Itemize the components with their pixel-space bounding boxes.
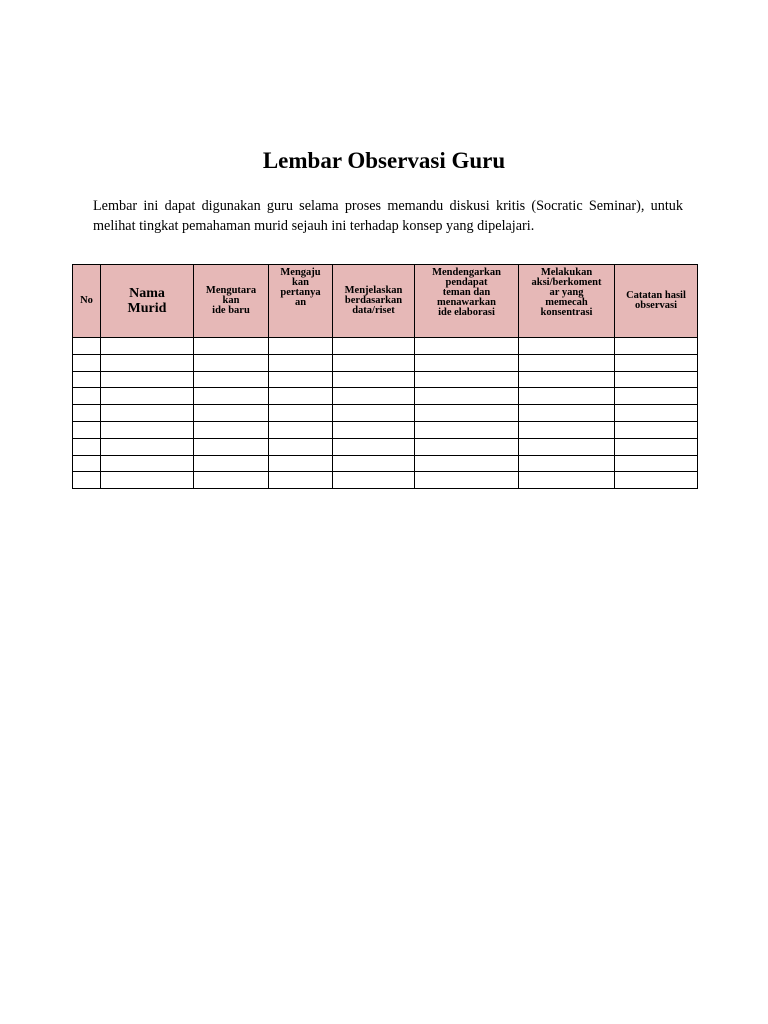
table-cell: [615, 472, 698, 489]
table-cell: [73, 371, 101, 388]
table-cell: [101, 388, 194, 405]
table-cell: [73, 438, 101, 455]
table-cell: [415, 388, 519, 405]
table-cell: [415, 455, 519, 472]
table-cell: [615, 455, 698, 472]
table-cell: [101, 354, 194, 371]
table-cell: [73, 421, 101, 438]
table-cell: [194, 354, 269, 371]
table-cell: [333, 455, 415, 472]
table-cell: [519, 421, 615, 438]
table-row: [73, 455, 698, 472]
table-cell: [519, 455, 615, 472]
table-cell: [415, 354, 519, 371]
table-row: [73, 405, 698, 422]
table-cell: [269, 388, 333, 405]
table-cell: [333, 421, 415, 438]
table-cell: [519, 371, 615, 388]
table-cell: [73, 405, 101, 422]
table-row: [73, 354, 698, 371]
table-cell: [101, 338, 194, 355]
table-cell: [194, 438, 269, 455]
table-cell: [415, 405, 519, 422]
table-row: [73, 421, 698, 438]
header-catatan: Catatan hasil observasi: [615, 265, 698, 338]
table-cell: [73, 472, 101, 489]
table-cell: [333, 338, 415, 355]
page-title: Lembar Observasi Guru: [262, 148, 506, 173]
table-cell: [194, 455, 269, 472]
table-cell: [519, 338, 615, 355]
header-no: No: [73, 265, 101, 338]
table-cell: [415, 438, 519, 455]
table-row: [73, 472, 698, 489]
table-cell: [101, 455, 194, 472]
table-cell: [101, 438, 194, 455]
table-cell: [333, 405, 415, 422]
table-cell: [194, 405, 269, 422]
header-nama-murid: Nama Murid: [101, 265, 194, 338]
table-cell: [269, 421, 333, 438]
table-cell: [73, 354, 101, 371]
table-cell: [269, 472, 333, 489]
table-cell: [194, 388, 269, 405]
table-cell: [269, 405, 333, 422]
table-cell: [415, 338, 519, 355]
table-cell: [73, 455, 101, 472]
table-cell: [269, 438, 333, 455]
table-cell: [194, 472, 269, 489]
table-cell: [269, 455, 333, 472]
table-cell: [333, 371, 415, 388]
table-cell: [101, 405, 194, 422]
table-row: [73, 338, 698, 355]
header-menjelaskan: Menjelaskan berdasarkan data/riset: [333, 265, 415, 338]
table-cell: [519, 405, 615, 422]
table-cell: [101, 472, 194, 489]
table-cell: [333, 438, 415, 455]
table-cell: [519, 472, 615, 489]
table-cell: [73, 338, 101, 355]
table-cell: [615, 338, 698, 355]
table-cell: [194, 338, 269, 355]
table-header-row: [73, 265, 698, 338]
table-cell: [333, 354, 415, 371]
table-cell: [101, 371, 194, 388]
table-cell: [415, 472, 519, 489]
table-cell: [519, 438, 615, 455]
intro-paragraph: Lembar ini dapat digunakan guru selama proses memandu diskusi kritis (Socratic Seminar), untuk melihat tingkat pemahaman murid sejauh ini terhadap konsep yang dipelajari.: [93, 198, 683, 234]
table-cell: [615, 405, 698, 422]
table-cell: [333, 388, 415, 405]
header-melakukan-aksi: Melakukan aksi/berkoment ar yang memecah konsentrasi: [519, 265, 615, 338]
observation-table: [72, 264, 698, 489]
table-cell: [615, 388, 698, 405]
table-cell: [615, 438, 698, 455]
table-cell: [73, 388, 101, 405]
table-cell: [269, 338, 333, 355]
table-cell: [194, 371, 269, 388]
table-cell: [269, 371, 333, 388]
table-body: [73, 338, 698, 489]
table-row: [73, 438, 698, 455]
table-cell: [415, 421, 519, 438]
table-cell: [415, 371, 519, 388]
table-cell: [615, 354, 698, 371]
table-cell: [519, 388, 615, 405]
header-mengajukan-pertanyaan: Mengaju kan pertanya an: [269, 265, 333, 338]
table-cell: [615, 371, 698, 388]
table-cell: [333, 472, 415, 489]
header-mengutarakan-ide-baru: Mengutara kan ide baru: [194, 265, 269, 338]
table-row: [73, 371, 698, 388]
table-row: [73, 388, 698, 405]
table-cell: [194, 421, 269, 438]
table-cell: [101, 421, 194, 438]
table-cell: [269, 354, 333, 371]
header-mendengarkan: Mendengarkan pendapat teman dan menawarkan ide elaborasi: [415, 265, 519, 338]
table-cell: [615, 421, 698, 438]
table-cell: [519, 354, 615, 371]
